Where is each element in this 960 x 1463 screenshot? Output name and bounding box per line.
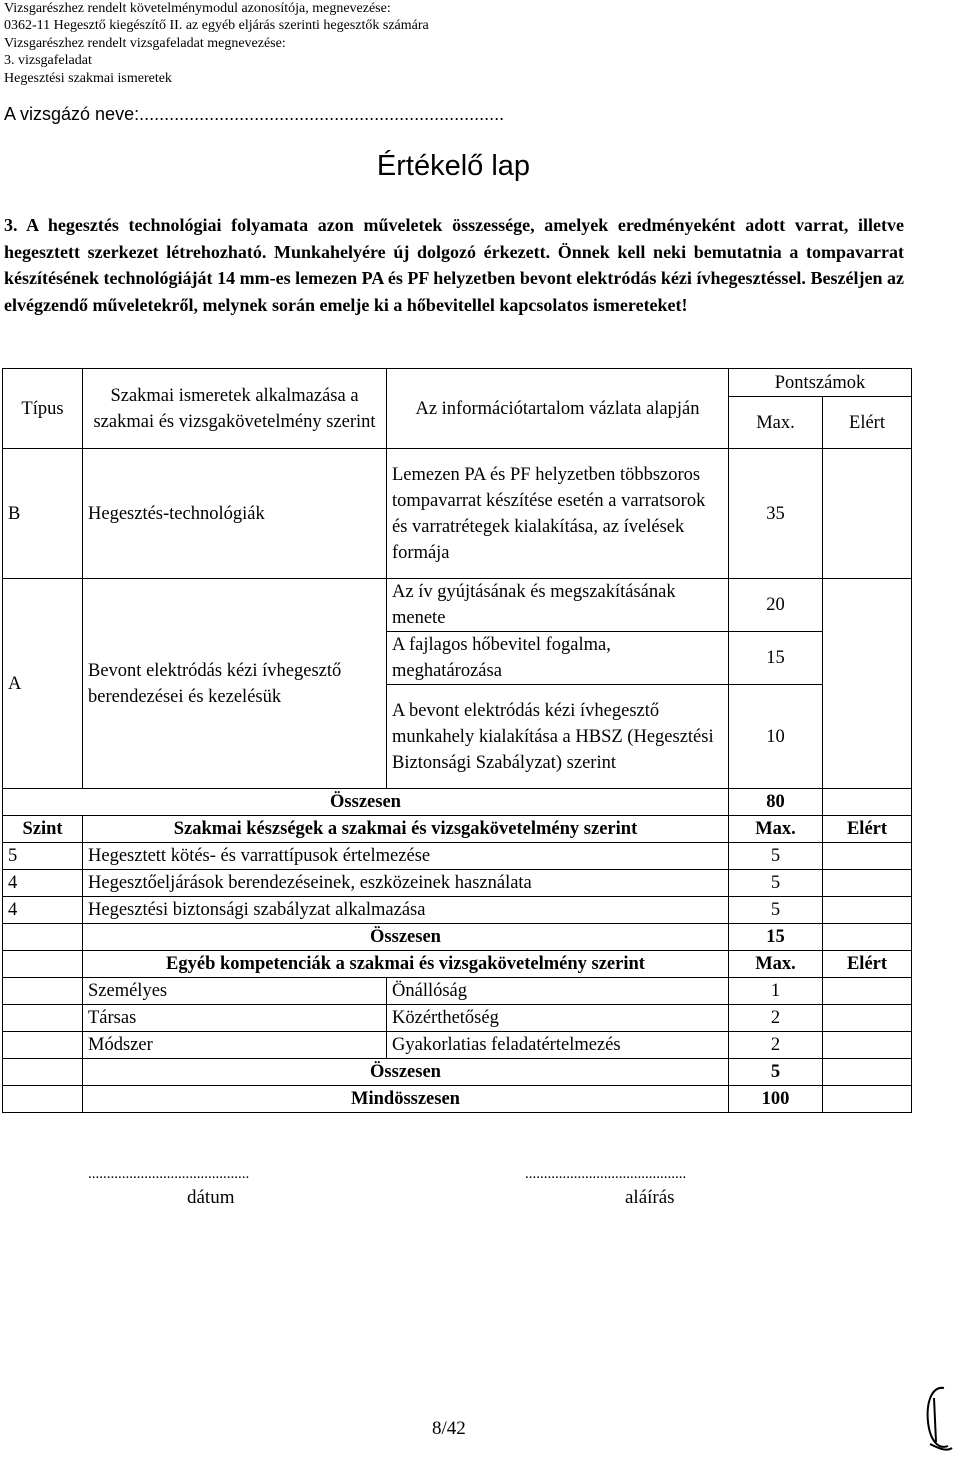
skills-header-szint: Szint bbox=[3, 816, 83, 843]
competence-achieved[interactable] bbox=[823, 1032, 912, 1059]
evaluation-table bbox=[2, 368, 912, 1113]
competence-category: Személyes bbox=[83, 978, 387, 1005]
skill-level: 4 bbox=[3, 870, 83, 897]
page-number: 8/42 bbox=[432, 1418, 466, 1439]
competence-category: Társas bbox=[83, 1005, 387, 1032]
achieved-score[interactable] bbox=[823, 579, 912, 789]
item-text: A fajlagos hőbevitel fogalma, meghatározása bbox=[387, 632, 729, 685]
header-line: Vizsgarészhez rendelt vizsgafeladat megnevezése: bbox=[4, 35, 286, 51]
max-score: 10 bbox=[729, 685, 823, 789]
max-score: 20 bbox=[729, 579, 823, 632]
skill-achieved[interactable] bbox=[823, 870, 912, 897]
competence-name: Gyakorlatias feladatértelmezés bbox=[387, 1032, 729, 1059]
item-text: A bevont elektródás kézi ívhegesztő munkahely kialakítása a HBSZ (Hegesztési Biztonsági Szabályzat) szerint bbox=[387, 685, 729, 789]
knowledge-total-achieved[interactable] bbox=[823, 789, 912, 816]
blank-cell bbox=[3, 924, 83, 951]
skill-max: 5 bbox=[729, 843, 823, 870]
grand-total-achieved[interactable] bbox=[823, 1086, 912, 1113]
document-header bbox=[4, 0, 429, 87]
header-tipus: Típus bbox=[3, 369, 83, 449]
skills-total-max: 15 bbox=[729, 924, 823, 951]
blank-cell bbox=[3, 1059, 83, 1086]
competence-category: Módszer bbox=[83, 1032, 387, 1059]
blank-cell bbox=[3, 1032, 83, 1059]
item-text: Lemezen PA és PF helyzetben többszoros tompavarrat készítése esetén a varratsorok és varratrétegek kialakítása, az ívelések formája bbox=[387, 449, 729, 579]
competence-max: 2 bbox=[729, 1032, 823, 1059]
header-max: Max. bbox=[729, 397, 823, 449]
page-title: Értékelő lap bbox=[376, 150, 531, 182]
header-elert: Elért bbox=[823, 397, 912, 449]
skills-header-title: Szakmai készségek a szakmai és vizsgakövetelmény szerint bbox=[83, 816, 729, 843]
grand-total-label: Mindösszesen bbox=[83, 1086, 729, 1113]
skill-level: 5 bbox=[3, 843, 83, 870]
skills-header-elert: Elért bbox=[823, 816, 912, 843]
knowledge-total-label: Összesen bbox=[3, 789, 729, 816]
blank-cell bbox=[3, 951, 83, 978]
date-label: dátum bbox=[187, 1187, 235, 1208]
signature-line[interactable]: ........................................... bbox=[525, 1166, 687, 1182]
header-line: 0362-11 Hegesztő kiegészítő II. az egyéb eljárás szerinti hegesztők számára bbox=[4, 18, 429, 34]
type-cell: B bbox=[3, 449, 83, 579]
header-pontszamok: Pontszámok bbox=[729, 369, 912, 397]
other-header-title: Egyéb kompetenciák a szakmai és vizsgakövetelmény szerint bbox=[83, 951, 729, 978]
type-cell: A bbox=[3, 579, 83, 789]
blank-cell bbox=[3, 1005, 83, 1032]
candidate-name-field[interactable]: A vizsgázó neve:......................................................................... bbox=[4, 104, 505, 124]
grand-total-max: 100 bbox=[729, 1086, 823, 1113]
max-score: 35 bbox=[729, 449, 823, 579]
blank-cell bbox=[3, 978, 83, 1005]
competence-name: Közérthetőség bbox=[387, 1005, 729, 1032]
competence-achieved[interactable] bbox=[823, 978, 912, 1005]
skill-text: Hegesztési biztonsági szabályzat alkalmazása bbox=[83, 897, 729, 924]
handwritten-signature bbox=[924, 1382, 954, 1454]
competence-name: Önállóság bbox=[387, 978, 729, 1005]
competence-max: 2 bbox=[729, 1005, 823, 1032]
achieved-score[interactable] bbox=[823, 449, 912, 579]
skill-achieved[interactable] bbox=[823, 843, 912, 870]
signature-label: aláírás bbox=[625, 1187, 675, 1208]
item-text: Az ív gyújtásának és megszakításának menete bbox=[387, 579, 729, 632]
other-total-label: Összesen bbox=[83, 1059, 729, 1086]
max-score: 15 bbox=[729, 632, 823, 685]
skill-achieved[interactable] bbox=[823, 897, 912, 924]
header-line: Hegesztési szakmai ismeretek bbox=[4, 70, 172, 86]
skill-text: Hegesztett kötés- és varrattípusok értelmezése bbox=[83, 843, 729, 870]
header-line: 3. vizsgafeladat bbox=[4, 53, 92, 69]
skill-max: 5 bbox=[729, 870, 823, 897]
skills-header-max: Max. bbox=[729, 816, 823, 843]
other-header-max: Max. bbox=[729, 951, 823, 978]
competence-achieved[interactable] bbox=[823, 1005, 912, 1032]
skills-total-label: Összesen bbox=[83, 924, 729, 951]
competence-max: 1 bbox=[729, 978, 823, 1005]
header-szakmai: Szakmai ismeretek alkalmazása a szakmai és vizsgakövetelmény szerint bbox=[83, 369, 387, 449]
skill-max: 5 bbox=[729, 897, 823, 924]
skill-level: 4 bbox=[3, 897, 83, 924]
topic-cell: Hegesztés-technológiák bbox=[83, 449, 387, 579]
other-total-achieved[interactable] bbox=[823, 1059, 912, 1086]
other-header-elert: Elért bbox=[823, 951, 912, 978]
topic-cell: Bevont elektródás kézi ívhegesztő berendezései és kezelésük bbox=[83, 579, 387, 789]
blank-cell bbox=[3, 1086, 83, 1113]
header-info: Az információtartalom vázlata alapján bbox=[387, 369, 729, 449]
task-description: 3. A hegesztés technológiai folyamata azon műveletek összessége, amelyek eredményeként adott varrat, illetve hegesztett szerkezet létrehozható. Munkahelyére új dolgozó érkezett. Önnek kell neki bemutatnia a tompavarrat készítésének technológiáját 14 mm-es lemezen PA és PF helyzetben bevont elektródás kézi ívhegesztéssel. Beszéljen az elvégzendő műveletekről, melynek során emelje ki a hőbevitellel kapcsolatos ismereteket! bbox=[4, 215, 904, 315]
date-line[interactable]: ........................................... bbox=[88, 1166, 250, 1182]
other-total-max: 5 bbox=[729, 1059, 823, 1086]
skill-text: Hegesztőeljárások berendezéseinek, eszközeinek használata bbox=[83, 870, 729, 897]
knowledge-total-max: 80 bbox=[729, 789, 823, 816]
header-line: Vizsgarészhez rendelt követelménymodul azonosítója, megnevezése: bbox=[4, 1, 391, 16]
skills-total-achieved[interactable] bbox=[823, 924, 912, 951]
